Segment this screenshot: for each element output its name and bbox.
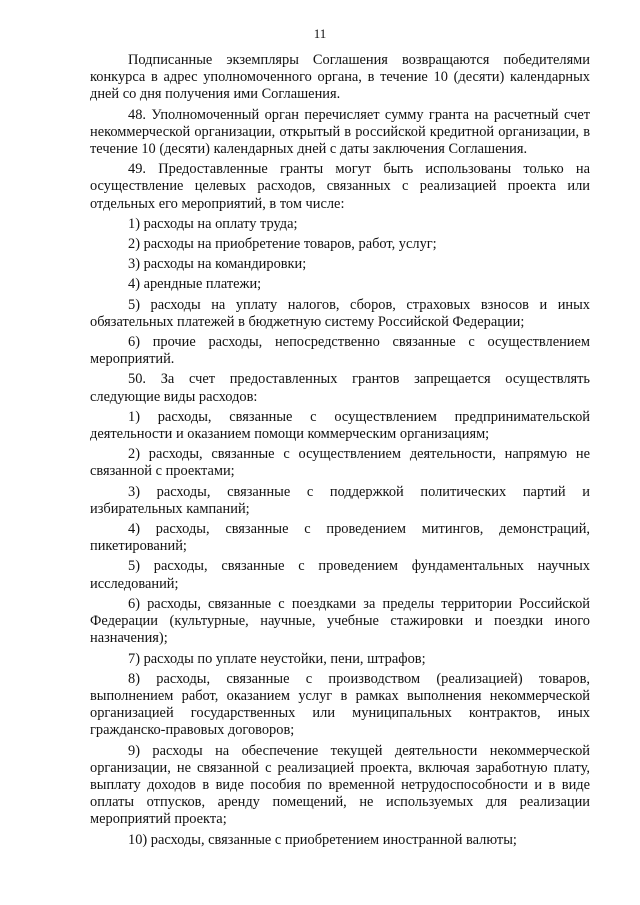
- list-item-prohibited-10: 10) расходы, связанные с приобретением иностранной валюты;: [128, 831, 517, 848]
- paragraph-50: 50. За счет предоставленных грантов запрещается осуществлять следующие виды расходов:: [90, 371, 590, 405]
- list-item-prohibited-5: 5) расходы, связанные с проведением фундаментальных научных исследований;: [90, 558, 590, 592]
- paragraph-agreement-return: Подписанные экземпляры Соглашения возвращаются победителями конкурса в адрес уполномоченного органа, в течение 10 (десяти) календарных дней со дня получения ими Соглашения.: [90, 52, 590, 103]
- list-item-allowed-4: 4) арендные платежи;: [128, 276, 262, 293]
- list-item-prohibited-4: 4) расходы, связанные с проведением митингов, демонстраций, пикетирований;: [90, 521, 590, 555]
- list-item-prohibited-9: 9) расходы на обеспечение текущей деятельности некоммерческой организации, не связанной с реализацией проекта, включая заработную плату, выплату доходов в виде пособия по временной нетрудоспособности и в виде оплаты отпусков, аренду помещений, не используемых для реализации мероприятий проекта;: [90, 742, 590, 828]
- list-item-allowed-1: 1) расходы на оплату труда;: [128, 215, 298, 232]
- page-number: 11: [313, 26, 327, 41]
- list-item-allowed-3: 3) расходы на командировки;: [128, 256, 307, 273]
- list-item-prohibited-3: 3) расходы, связанные с поддержкой политических партий и избирательных кампаний;: [90, 483, 590, 517]
- list-item-prohibited-8: 8) расходы, связанные с производством (реализацией) товаров, выполнением работ, оказанием услуг в рамках выполнения некоммерческой организацией государственных или муниципальных контрактов, иных гражданско-правовых договоров;: [90, 670, 590, 739]
- list-item-prohibited-7: 7) расходы по уплате неустойки, пени, штрафов;: [128, 650, 426, 667]
- list-item-allowed-5: 5) расходы на уплату налогов, сборов, страховых взносов и иных обязательных платежей в бюджетную систему Российской Федерации;: [90, 296, 590, 330]
- list-item-allowed-2: 2) расходы на приобретение товаров, работ, услуг;: [128, 236, 437, 253]
- document-body: [90, 52, 590, 852]
- paragraph-48: 48. Уполномоченный орган перечисляет сумму гранта на расчетный счет некоммерческой организации, открытый в российской кредитной организации, в течение 10 (десяти) календарных дней с даты заключения Соглашения.: [90, 106, 590, 158]
- list-item-prohibited-1: 1) расходы, связанные с осуществлением предпринимательской деятельности и оказанием помощи коммерческим организациям;: [90, 408, 590, 443]
- paragraph-49: 49. Предоставленные гранты могут быть использованы только на осуществление целевых расходов, связанных с реализацией проекта или отдельных его мероприятий, в том числе:: [90, 161, 590, 212]
- list-item-prohibited-2: 2) расходы, связанные с осуществлением деятельности, напрямую не связанной с проектами;: [90, 446, 590, 480]
- list-item-allowed-6: 6) прочие расходы, непосредственно связанные с осуществлением мероприятий.: [90, 334, 590, 368]
- list-item-prohibited-6: 6) расходы, связанные с поездками за пределы территории Российской Федерации (культурные, научные, учебные стажировки и поездки иного назначения);: [90, 595, 590, 647]
